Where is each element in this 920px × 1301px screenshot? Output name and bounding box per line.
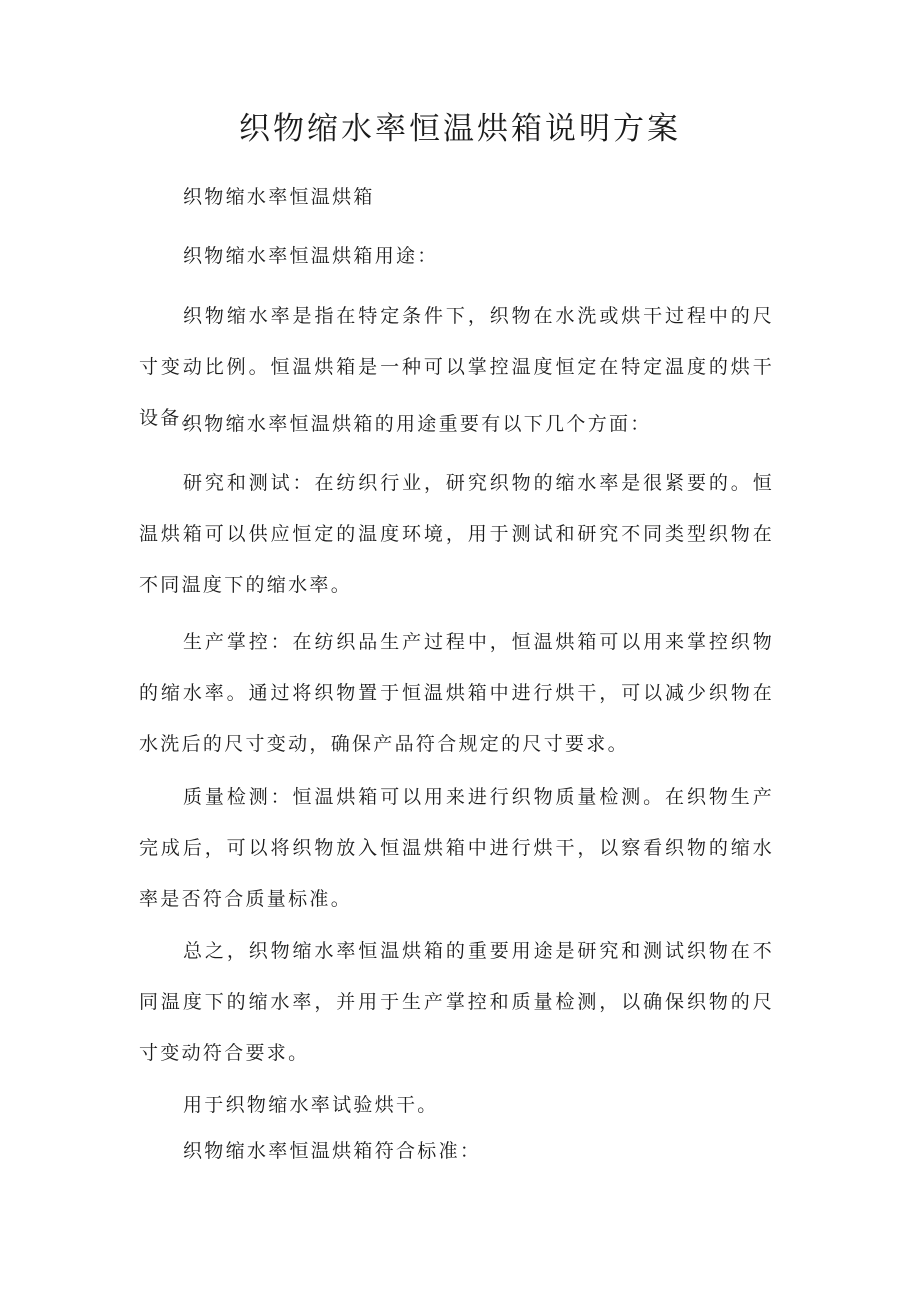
paragraph-drying-purpose: 用于织物缩水率试验烘干。: [183, 1094, 439, 1116]
paragraph-usage-heading: 织物缩水率恒温烘箱用途：: [183, 245, 439, 267]
paragraph-production-control: 生产掌控：在纺织品生产过程中，恒温烘箱可以用来掌控织物的缩水率。通过将织物置于恒温烘箱中进行烘干，可以减少织物在水洗后的尺寸变动，确保产品符合规定的尺寸要求。: [139, 631, 774, 755]
paragraph-usage-intro: 织物缩水率恒温烘箱的用途重要有以下几个方面：: [183, 413, 652, 435]
paragraph-research-testing: 研究和测试：在纺织行业，研究织物的缩水率是很紧要的。恒温烘箱可以供应恒定的温度环境，用于测试和研究不同类型织物在不同温度下的缩水率。: [139, 472, 774, 596]
paragraph-standards-heading: 织物缩水率恒温烘箱符合标准：: [183, 1140, 482, 1162]
paragraph-quality-inspection: 质量检测：恒温烘箱可以用来进行织物质量检测。在织物生产完成后，可以将织物放入恒温烘箱中进行烘干，以察看织物的缩水率是否符合质量标准。: [139, 786, 774, 910]
paragraph-product-name: 织物缩水率恒温烘箱: [183, 186, 375, 208]
paragraph-definition: 织物缩水率是指在特定条件下，织物在水洗或烘干过程中的尺寸变动比例。恒温烘箱是一种可以掌控温度恒定在特定温度的烘干设备。: [139, 305, 774, 429]
page-title: 织物缩水率恒温烘箱说明方案: [239, 111, 681, 147]
paragraph-summary: 总之，织物缩水率恒温烘箱的重要用途是研究和测试织物在不同温度下的缩水率，并用于生产掌控和质量检测，以确保织物的尺寸变动符合要求。: [139, 940, 774, 1064]
